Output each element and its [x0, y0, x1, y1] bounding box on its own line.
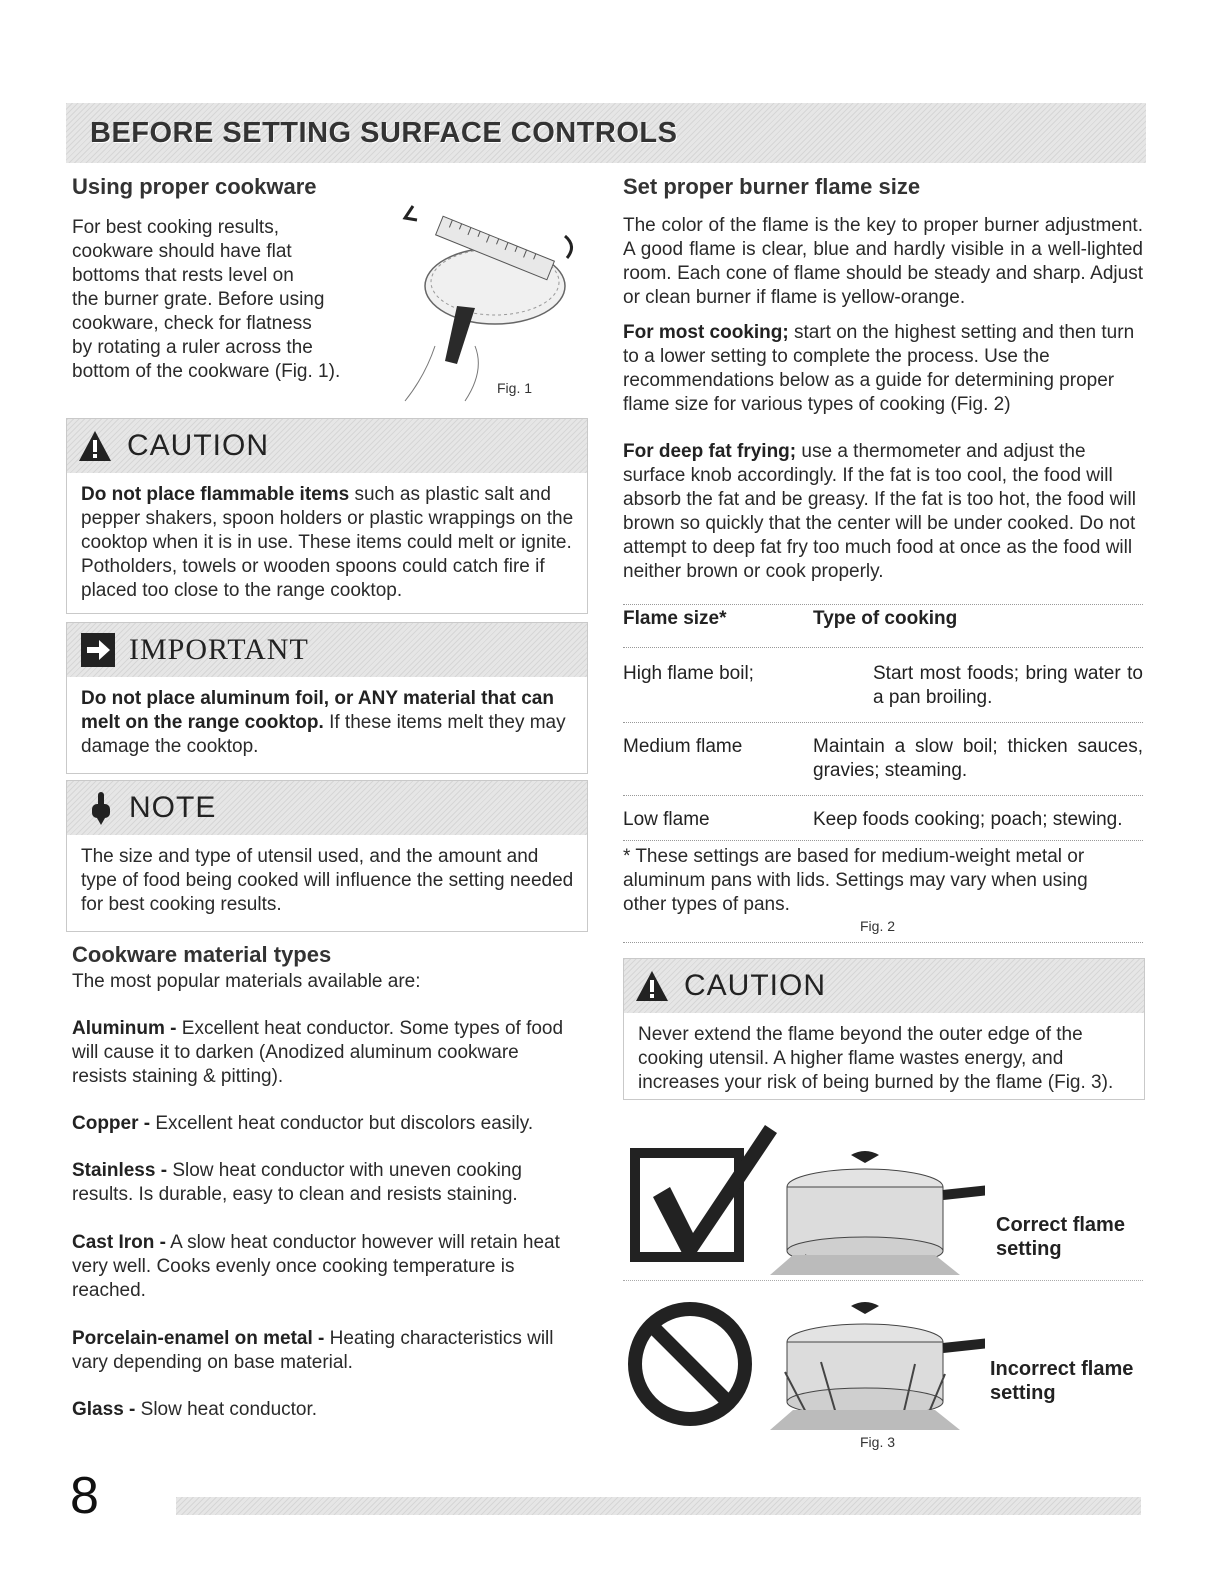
material-item: [72, 1398, 572, 1422]
materials-heading: Cookware material types: [72, 942, 332, 967]
arrow-right-icon: [81, 633, 115, 667]
cookware-line: cookware should have flat: [72, 241, 292, 262]
cookware-heading: Using proper cookware: [72, 174, 317, 199]
section-banner: [66, 103, 1146, 163]
table-cell: Low flame: [623, 809, 710, 830]
material-desc: Slow heat conductor.: [135, 1399, 318, 1420]
flame-intro: The color of the flame is the key to proper burner adjustment. A good flame is clear, blue and hardly visible in a well-lighted room. Each cone of flame should be steady and sharp. Adjust or clean burner if flame is yellow-orange.: [623, 215, 1143, 308]
caution-title: CAUTION: [127, 429, 269, 462]
caution-bold-text: Do not place flammable items: [81, 484, 350, 505]
material-item: [72, 1112, 572, 1136]
correct-flame-label: Correct flame setting: [996, 1214, 1125, 1260]
material-name: Porcelain-enamel on metal -: [72, 1328, 325, 1349]
material-desc: Excellent heat conductor but discolors easily.: [150, 1113, 534, 1134]
caution-body-text: such as plastic salt and pepper shakers, spoon holders or plastic wrappings on the cooktop when it is in use. These items could melt or ignite. Potholders, towels or wooden spoons could catch fire if placed too close to the range cooktop.: [81, 484, 574, 601]
prohibited-icon: [635, 1309, 745, 1419]
flame-heading: Set proper burner flame size: [623, 174, 921, 199]
deep-fat-body: use a thermometer and adjust the surface knob accordingly. If the fat is too cool, the food will absorb the fat and be greasy. If the fat is too hot, the food will brown so quickly that the center will be under cooked. Do not attempt to deep fat fry too much food at once as the food will neither brown or cook properly.: [623, 441, 1136, 582]
note-box: [66, 780, 588, 932]
deep-fat-bold: For deep fat frying;: [623, 441, 797, 462]
table-cell: Medium flame: [623, 736, 743, 757]
cookware-line: For best cooking results,: [72, 217, 279, 238]
note-title: NOTE: [129, 791, 217, 824]
material-item: [72, 1017, 572, 1089]
divider: [623, 942, 1143, 943]
most-cooking-text: [623, 321, 1143, 417]
cookware-text: [72, 216, 402, 384]
cookware-line: by rotating a ruler across the: [72, 337, 313, 358]
caution-box: [66, 418, 588, 614]
cookware-line: bottoms that rests level on: [72, 265, 294, 286]
table-cell: Keep foods cooking; poach; stewing.: [813, 809, 1123, 830]
warning-triangle-icon: [634, 969, 670, 1003]
material-desc: Excellent heat conductor. Some types of food will cause it to darken (Anodized aluminum cookware resists staining & pitting).: [72, 1018, 564, 1087]
footer-bar: [176, 1497, 1141, 1515]
table-header-cell: Type of cooking: [813, 608, 958, 629]
warning-triangle-icon: [77, 429, 113, 463]
materials-intro: The most popular materials available are:: [72, 971, 421, 992]
cookware-line: cookware, check for flatness: [72, 313, 312, 334]
material-name: Cast Iron -: [72, 1232, 166, 1253]
incorrect-flame-label: Incorrect flame setting: [990, 1358, 1134, 1404]
caution-header: [67, 419, 587, 473]
material-name: Aluminum -: [72, 1018, 177, 1039]
correct-flame-illustration: [625, 1125, 985, 1275]
important-header: [67, 623, 587, 677]
table-header-row: [623, 605, 1143, 648]
important-box: [66, 622, 588, 774]
most-cooking-body: start on the highest setting and then turn to a lower setting to complete the process. Use the recommendations below as a guide for determining proper flame size for various types of cooking (Fig. 2): [623, 322, 1135, 415]
page-number: 8: [70, 1467, 99, 1525]
table-cell: High flame boil;: [623, 663, 754, 684]
deep-fat-text: [623, 440, 1143, 584]
ruler-flatness-illustration: [395, 196, 595, 406]
incorrect-flame-illustration: [625, 1292, 985, 1432]
table-row: [623, 648, 1143, 723]
caution-header: [624, 959, 1144, 1013]
material-desc: A slow heat conductor however will retain heat very well. Cooks evenly once cooking temperature is reached.: [72, 1232, 560, 1301]
note-header: [67, 781, 587, 835]
table-footnote: * These settings are based for medium-weight metal or aluminum pans with lids. Settings may vary when using other types of pans.: [623, 846, 1088, 915]
material-item: [72, 1327, 572, 1375]
material-name: Stainless -: [72, 1160, 168, 1181]
table-row: [623, 723, 1143, 796]
table-header-cell: Flame size*: [623, 608, 727, 629]
checkmark-icon: [635, 1125, 777, 1257]
table-cell: Maintain a slow boil; thicken sauces, gravies; steaming.: [813, 736, 1143, 781]
most-cooking-bold: For most cooking;: [623, 322, 789, 343]
material-name: Glass -: [72, 1399, 136, 1420]
important-bold-text: Do not place aluminum foil, or ANY material that can melt on the range cooktop.: [81, 688, 554, 733]
material-item: [72, 1159, 572, 1207]
cookware-line: the burner grate. Before using: [72, 289, 325, 310]
material-desc: Slow heat conductor with uneven cooking results. Is durable, easy to clean and resists staining.: [72, 1160, 522, 1205]
caution-title: CAUTION: [684, 969, 826, 1002]
cookware-line: bottom of the cookware (Fig. 1).: [72, 361, 341, 382]
caution-text: Never extend the flame beyond the outer edge of the cooking utensil. A higher flame wastes energy, and increases your risk of being burned by the flame (Fig. 3).: [638, 1024, 1114, 1093]
important-text: [67, 677, 587, 767]
material-desc: Heating characteristics will vary depending on base material.: [72, 1328, 554, 1373]
fig1-label: Fig. 1: [497, 380, 533, 396]
divider: [623, 1280, 1143, 1281]
important-body-text: If these items melt they may damage the cooktop.: [81, 712, 566, 757]
table-cell: Start most foods; bring water to a pan broiling.: [873, 663, 1143, 708]
material-item: [72, 1231, 572, 1303]
caution-box: [623, 958, 1145, 1100]
pointing-hand-icon: [89, 790, 115, 826]
section-title: BEFORE SETTING SURFACE CONTROLS: [90, 116, 678, 149]
caution-text: [67, 473, 587, 611]
important-title: IMPORTANT: [129, 633, 309, 666]
table-row: [623, 796, 1143, 841]
note-text: The size and type of utensil used, and the amount and type of food being cooked will influence the setting needed for best cooking results.: [81, 846, 574, 915]
flame-table: [623, 604, 1143, 841]
fig2-label: Fig. 2: [860, 918, 896, 934]
fig3-label: Fig. 3: [860, 1434, 896, 1450]
material-name: Copper -: [72, 1113, 151, 1134]
